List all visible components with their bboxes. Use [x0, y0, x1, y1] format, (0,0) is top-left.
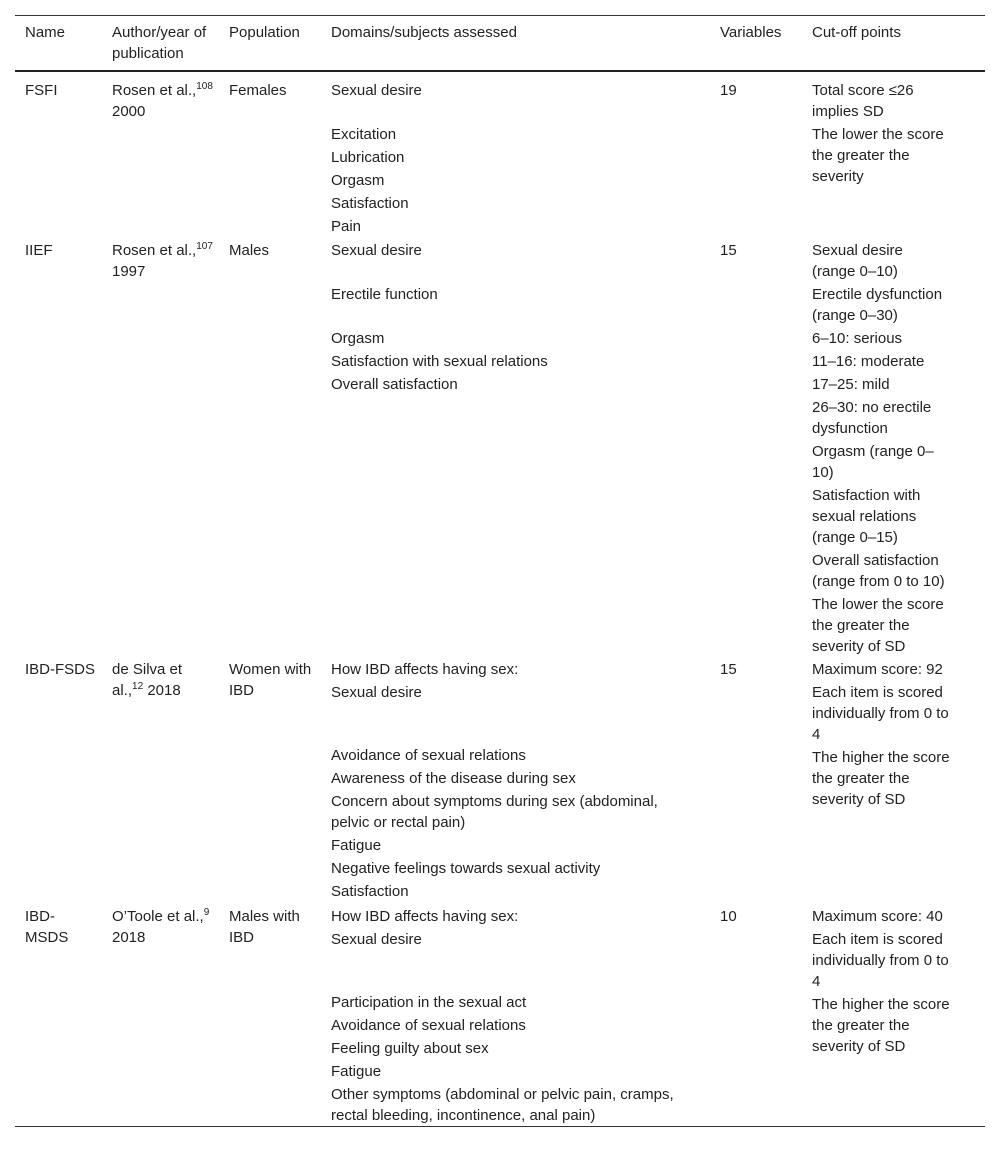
row-population: Males — [229, 242, 270, 259]
row-name: IIEF — [25, 242, 53, 259]
author-year: 2018 — [112, 929, 146, 946]
domain-item: Orgasm — [331, 172, 385, 189]
domain-item: Overall satisfaction — [331, 376, 458, 393]
domain-item: Fatigue — [331, 837, 382, 854]
domain-item: Other symptoms (abdominal or pelvic pain, cramps, rectal bleeding, incontinence, anal pain) — [331, 1086, 674, 1124]
domain-item: Negative feelings towards sexual activity — [331, 860, 601, 877]
author-ref: 107 — [196, 241, 213, 252]
author-ref: 108 — [196, 81, 213, 92]
domain-item: Sexual desire — [331, 242, 422, 259]
row-variables: 10 — [720, 908, 737, 925]
row-cutoffs — [802, 232, 975, 655]
header-cutoffs: Cut-off points — [812, 24, 901, 41]
row-name: IBD-FSDS — [25, 661, 96, 678]
cutoff-item: 17–25: mild — [812, 376, 890, 393]
cutoff-item: Each item is scored individually from 0 to 4 — [812, 931, 949, 990]
row-variables: 15 — [720, 242, 737, 259]
domain-item: Satisfaction — [331, 883, 409, 900]
domain-item: Excitation — [331, 126, 397, 143]
row-name: FSFI — [25, 82, 58, 99]
author-year: 2018 — [147, 682, 181, 699]
domain-item: Sexual desire — [331, 82, 422, 99]
author-text: Rosen et al., — [112, 242, 197, 259]
table-row — [15, 898, 985, 1126]
row-variables: 15 — [720, 661, 737, 678]
header-domains: Domains/subjects assessed — [331, 24, 517, 41]
cutoff-item: The higher the score the greater the severity of SD — [812, 749, 950, 808]
cutoff-item: Sexual desire (range 0–10) — [812, 242, 903, 280]
row-author — [102, 898, 219, 1126]
row-cutoffs — [802, 898, 975, 1126]
domain-item: Satisfaction — [331, 195, 409, 212]
author-ref: 12 — [132, 681, 144, 692]
table-row — [15, 651, 985, 898]
domain-item: Concern about symptoms during sex (abdominal, pelvic or rectal pain) — [331, 793, 658, 831]
row-domains — [321, 898, 710, 1126]
header-population: Population — [229, 24, 300, 41]
row-population: Females — [229, 82, 287, 99]
author-ref: 9 — [203, 907, 210, 918]
cutoff-item: 11–16: moderate — [812, 353, 925, 370]
author-text: O’Toole et al., — [112, 908, 204, 925]
header-name: Name — [25, 24, 66, 41]
author-year: 1997 — [112, 263, 146, 280]
domain-item: Participation in the sexual act — [331, 994, 527, 1011]
cutoff-item: Overall satisfaction (range from 0 to 10) — [812, 552, 945, 590]
cutoff-item: The lower the score the greater the severity — [812, 126, 944, 185]
cutoff-item: Maximum score: 40 — [812, 908, 943, 925]
table-row — [15, 232, 985, 655]
domain-item: Avoidance of sexual relations — [331, 747, 526, 764]
row-author — [102, 72, 219, 232]
row-cutoffs — [802, 651, 975, 898]
domain-item: Erectile function — [331, 286, 438, 303]
header-author: Author/year of publication — [112, 24, 207, 62]
row-author — [102, 232, 219, 651]
author-year: 2000 — [112, 103, 146, 120]
table-row — [15, 72, 985, 235]
cutoff-item: The lower the score the greater the severity of SD — [812, 596, 944, 655]
domain-item: Pain — [331, 218, 362, 235]
row-domains — [321, 232, 710, 651]
row-population: Women with IBD — [229, 661, 312, 699]
cutoff-item: Maximum score: 92 — [812, 661, 943, 678]
cutoff-item: Orgasm (range 0–10) — [812, 443, 934, 481]
questionnaire-table — [15, 15, 985, 1127]
domain-item: Satisfaction with sexual relations — [331, 353, 548, 370]
domain-item: Sexual desire — [331, 931, 422, 948]
domain-item: Lubrication — [331, 149, 405, 166]
cutoff-item: The higher the score the greater the severity of SD — [812, 996, 950, 1055]
table-header — [15, 16, 985, 72]
domain-item: How IBD affects having sex: — [331, 661, 519, 678]
cutoff-item: Satisfaction with sexual relations (range 0–15) — [812, 487, 921, 546]
row-population: Males with IBD — [229, 908, 300, 946]
row-variables: 19 — [720, 82, 737, 99]
domain-item: How IBD affects having sex: — [331, 908, 519, 925]
domain-item: Awareness of the disease during sex — [331, 770, 576, 787]
domain-item: Avoidance of sexual relations — [331, 1017, 526, 1034]
author-text: de Silva et al., — [112, 661, 183, 699]
cutoff-item: Total score ≤26 implies SD — [812, 82, 914, 120]
domain-item: Feeling guilty about sex — [331, 1040, 489, 1057]
cutoff-item: 26–30: no erectile dysfunction — [812, 399, 932, 437]
row-domains — [321, 72, 710, 235]
row-cutoffs — [802, 72, 975, 232]
row-author — [102, 651, 219, 898]
cutoff-item: 6–10: serious — [812, 330, 903, 347]
cutoff-item: Erectile dysfunction (range 0–30) — [812, 286, 943, 324]
row-name: IBD-MSDS — [25, 908, 69, 946]
author-text: Rosen et al., — [112, 82, 197, 99]
domain-item: Orgasm — [331, 330, 385, 347]
domain-item: Sexual desire — [331, 684, 422, 701]
cutoff-item: Each item is scored individually from 0 to 4 — [812, 684, 949, 743]
header-variables: Variables — [720, 24, 782, 41]
row-domains — [321, 651, 710, 898]
domain-item: Fatigue — [331, 1063, 382, 1080]
